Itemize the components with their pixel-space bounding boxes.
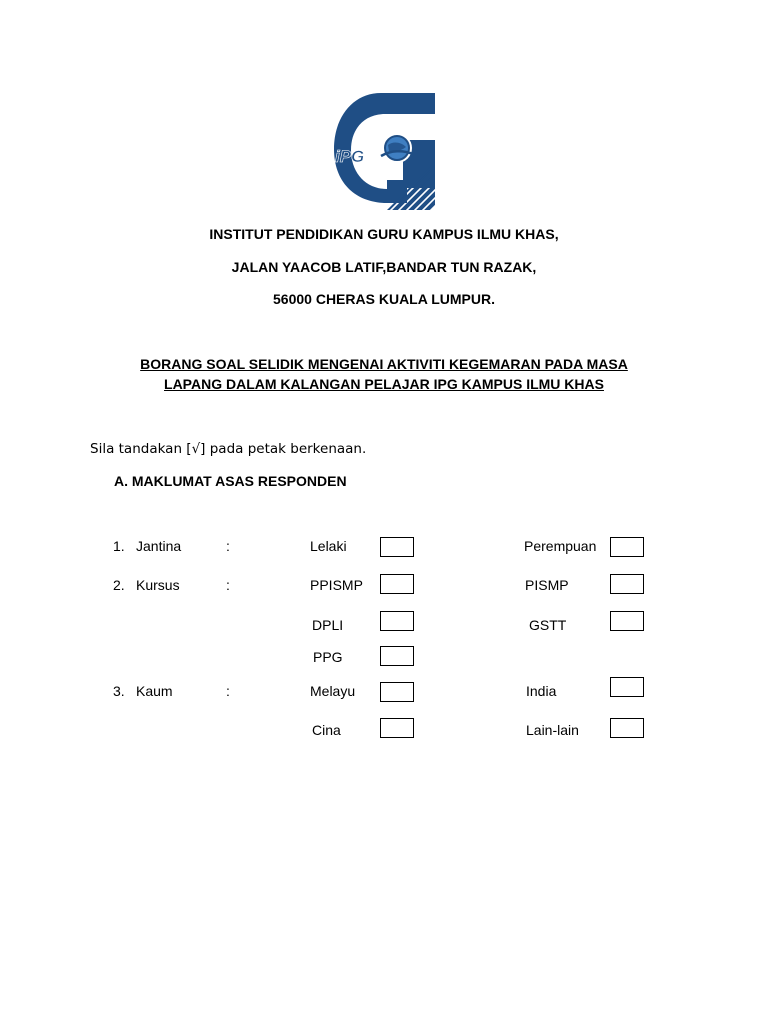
option-label-lelaki: Lelaki bbox=[310, 538, 347, 554]
option-label-perempuan: Perempuan bbox=[524, 538, 597, 554]
postcode-city-line: 56000 CHERAS KUALA LUMPUR. bbox=[273, 291, 495, 307]
checkbox-india[interactable] bbox=[610, 677, 644, 697]
question-label: Jantina bbox=[136, 538, 182, 554]
checkbox-lelaki[interactable] bbox=[380, 537, 414, 557]
section-a-heading: A. MAKLUMAT ASAS RESPONDEN bbox=[114, 473, 347, 489]
logo-text: iPG bbox=[335, 147, 365, 166]
question-colon: : bbox=[226, 577, 230, 593]
ipg-logo-icon bbox=[333, 92, 435, 210]
form-title-line-1: BORANG SOAL SELIDIK MENGENAI AKTIVITI KEGEMARAN PADA MASA bbox=[140, 356, 628, 372]
checkbox-perempuan[interactable] bbox=[610, 537, 644, 557]
question-number: 2. bbox=[113, 577, 125, 593]
question-number: 1. bbox=[113, 538, 125, 554]
checkbox-ppismp[interactable] bbox=[380, 574, 414, 594]
checkbox-pismp[interactable] bbox=[610, 574, 644, 594]
checkbox-cina[interactable] bbox=[380, 718, 414, 738]
checkbox-gstt[interactable] bbox=[610, 611, 644, 631]
option-label-melayu: Melayu bbox=[310, 683, 356, 699]
option-label-lain-lain: Lain-lain bbox=[526, 722, 579, 738]
address-line: JALAN YAACOB LATIF,BANDAR TUN RAZAK, bbox=[231, 259, 537, 275]
option-label-ppg: PPG bbox=[313, 649, 343, 665]
question-colon: : bbox=[226, 683, 230, 699]
question-label: Kursus bbox=[136, 577, 180, 593]
option-label-dpli: DPLI bbox=[312, 617, 344, 633]
option-label-ppismp: PPISMP bbox=[310, 577, 363, 593]
institution-name: INSTITUT PENDIDIKAN GURU KAMPUS ILMU KHAS, bbox=[209, 226, 559, 242]
instruction-text: Sila tandakan [√] pada petak berkenaan. bbox=[90, 441, 367, 457]
checkbox-melayu[interactable] bbox=[380, 682, 414, 702]
checkbox-lain-lain[interactable] bbox=[610, 718, 644, 738]
option-label-india: India bbox=[526, 683, 557, 699]
question-colon: : bbox=[226, 538, 230, 554]
option-label-gstt: GSTT bbox=[529, 617, 567, 633]
option-label-cina: Cina bbox=[312, 722, 341, 738]
form-title-line-2: LAPANG DALAM KALANGAN PELAJAR IPG KAMPUS ILMU KHAS bbox=[164, 376, 604, 392]
checkbox-dpli[interactable] bbox=[380, 611, 414, 631]
checkbox-ppg[interactable] bbox=[380, 646, 414, 666]
question-label: Kaum bbox=[136, 683, 173, 699]
question-number: 3. bbox=[113, 683, 125, 699]
option-label-pismp: PISMP bbox=[525, 577, 569, 593]
